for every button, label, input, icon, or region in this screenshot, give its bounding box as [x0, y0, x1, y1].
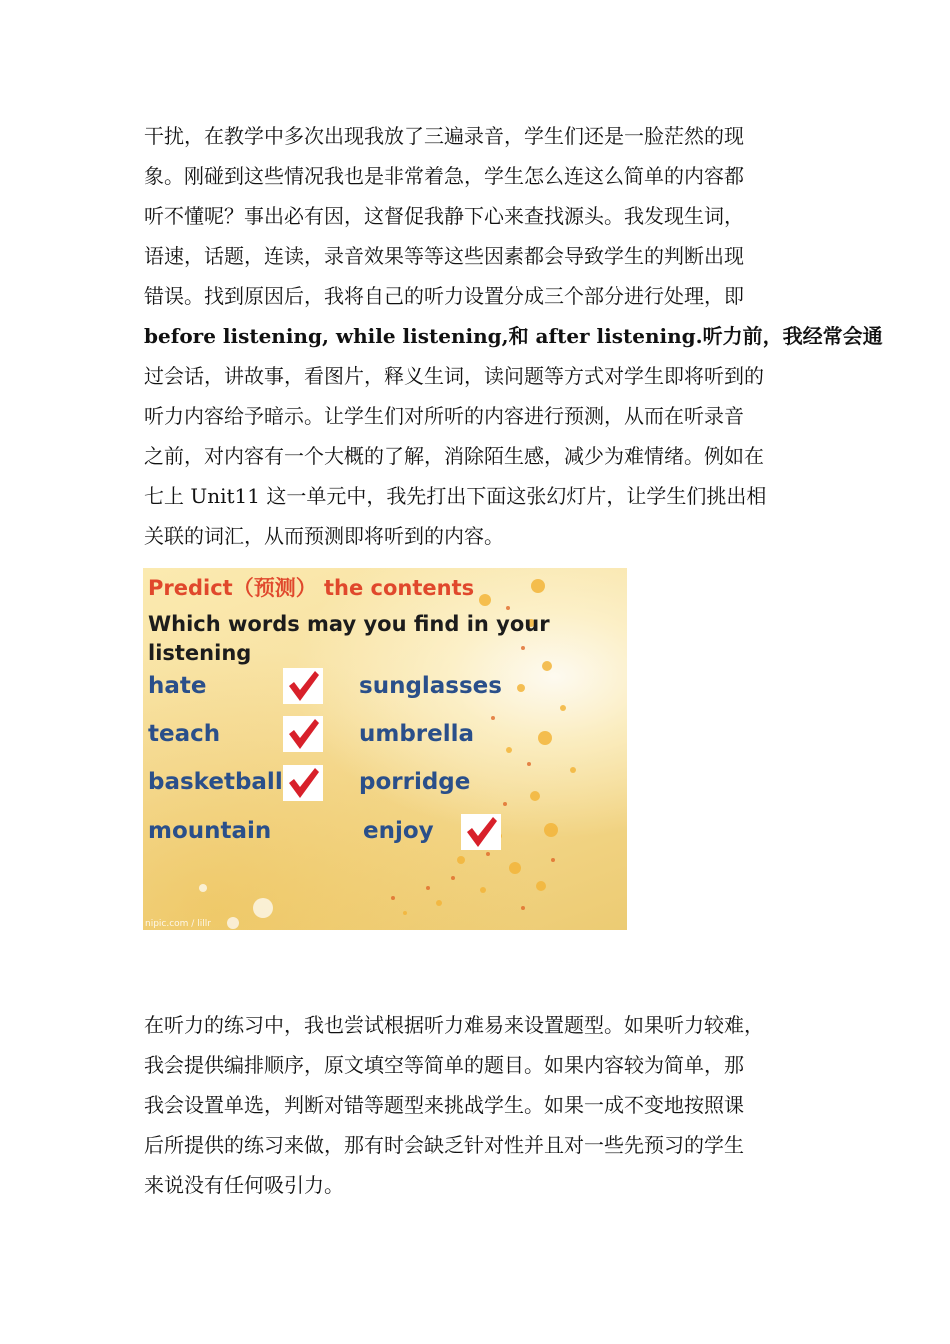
text-line: before listening, while listening,和 after listening.听力前，我经常会通: [144, 324, 883, 348]
text-line: 听不懂呢？事出必有因，这督促我静下心来查找源头。我发现生词，: [144, 204, 744, 228]
word-teach: teach: [148, 721, 221, 747]
text-line: 听力内容给予暗示。让学生们对所听的内容进行预测，从而在听录音: [144, 404, 744, 428]
checkmark-icon: [283, 668, 323, 704]
word-umbrella: umbrella: [359, 721, 475, 747]
watermark: nipic.com / lillr: [145, 919, 211, 929]
text-line: 后所提供的练习来做，那有时会缺乏针对性并且对一些先预习的学生: [144, 1133, 744, 1157]
text-line: 七上 Unit11 这一单元中，我先打出下面这张幻灯片，让学生们挑出相: [144, 484, 767, 508]
text-line: 语速，话题，连读，录音效果等等这些因素都会导致学生的判断出现: [144, 244, 744, 268]
text-line: 象。刚碰到这些情况我也是非常着急，学生怎么连这么简单的内容都: [144, 164, 744, 188]
text-line: 过会话，讲故事，看图片，释义生词，读问题等方式对学生即将听到的: [144, 364, 764, 388]
word-basketball: basketball: [148, 769, 283, 795]
word-porridge: porridge: [359, 769, 471, 795]
checkmark-icon: [283, 716, 323, 752]
slide-image: [143, 568, 627, 930]
checkmark-icon: [461, 814, 501, 850]
text-line: 干扰，在教学中多次出现我放了三遍录音，学生们还是一脸茫然的现: [144, 124, 744, 148]
paragraph-2: [144, 1005, 824, 1205]
slide-title: Predict（预测） the contents: [148, 576, 475, 600]
text-line: 我会提供编排顺序，原文填空等简单的题目。如果内容较为简单，那: [144, 1053, 744, 1077]
text-line: 错误。找到原因后，我将自己的听力设置分成三个部分进行处理，即: [144, 284, 744, 308]
word-sunglasses: sunglasses: [359, 673, 502, 699]
checkmark-icon: [283, 765, 323, 801]
text-line: 关联的词汇，从而预测即将听到的内容。: [144, 524, 504, 548]
text-line: 来说没有任何吸引力。: [144, 1173, 344, 1197]
text-line: 我会设置单选，判断对错等题型来挑战学生。如果一成不变地按照课: [144, 1093, 744, 1117]
text-line: 之前，对内容有一个大概的了解，消除陌生感，减少为难情绪。例如在: [144, 444, 764, 468]
slide-question: Which words may you find in your listening: [148, 612, 550, 665]
word-enjoy: enjoy: [363, 818, 434, 844]
word-hate: hate: [148, 673, 207, 699]
text-line: 在听力的练习中，我也尝试根据听力难易来设置题型。如果听力较难，: [144, 1013, 764, 1037]
paragraph-1: [144, 116, 883, 556]
word-mountain: mountain: [148, 818, 272, 844]
